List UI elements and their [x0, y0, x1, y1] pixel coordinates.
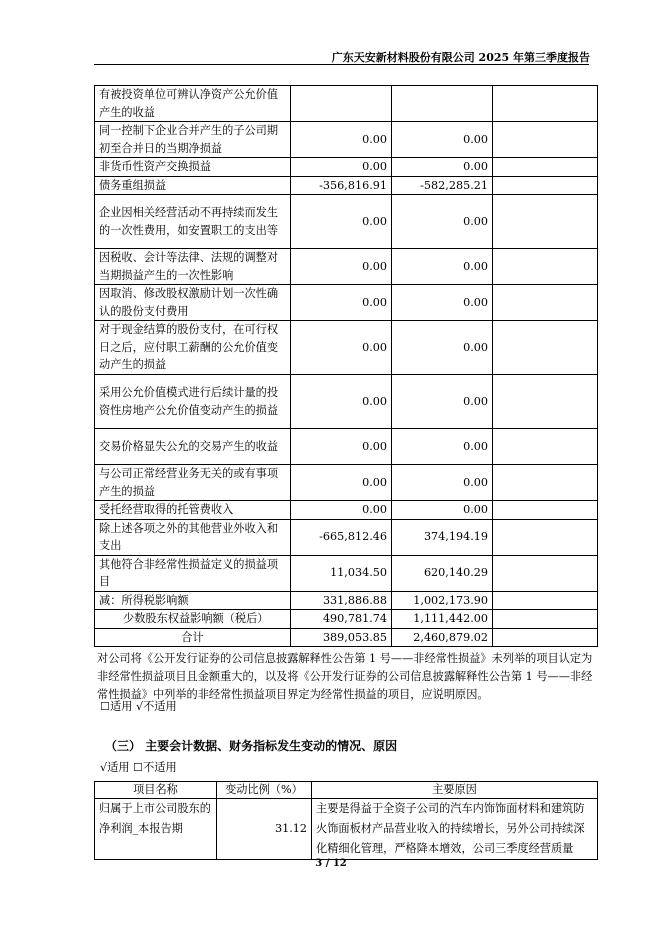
ytd-amount-cell: 620,140.29 [392, 555, 493, 591]
header-divider [94, 64, 589, 65]
ytd-amount-cell: 1,002,173.90 [392, 591, 493, 610]
current-amount-cell: 0.00 [291, 285, 392, 321]
item-label-cell: 采用公允价值模式进行后续计量的投资性房地产公允价值变动产生的损益 [95, 375, 291, 429]
table-row [95, 158, 598, 177]
table-row [95, 249, 598, 285]
note-cell [493, 122, 598, 158]
ytd-amount-cell: 0.00 [392, 195, 493, 249]
note-cell [493, 555, 598, 591]
table-row [95, 429, 598, 465]
item-label-cell: 因取消、修改股权激励计划一次性确认的股份支付费用 [95, 285, 291, 321]
table-row [95, 628, 598, 647]
ytd-amount-cell [392, 86, 493, 122]
header-item-name: 项目名称 [95, 782, 217, 799]
ytd-amount-cell: 2,460,879.02 [392, 628, 493, 647]
note-cell [493, 86, 598, 122]
current-amount-cell: -356,816.91 [291, 176, 392, 195]
note-cell [493, 610, 598, 629]
table-row [95, 176, 598, 195]
item-label-cell: 对于现金结算的股份支付，在可行权日之后，应付职工薪酬的公允价值变动产生的损益 [95, 321, 291, 375]
non-recurring-items-table [94, 85, 598, 647]
item-label-cell: 其他符合非经常性损益定义的损益项目 [95, 555, 291, 591]
item-label-cell: 除上述各项之外的其他营业外收入和支出 [95, 519, 291, 555]
item-label-cell: 少数股东权益影响额（税后） [95, 610, 291, 629]
item-label-cell: 合计 [95, 628, 291, 647]
table-row [95, 122, 598, 158]
report-header: 广东天安新材料股份有限公司 2025 年第三季度报告 [331, 51, 590, 64]
item-label-cell: 与公司正常经营业务无关的或有事项产生的损益 [95, 465, 291, 501]
note-cell [493, 321, 598, 375]
ytd-amount-cell: -582,285.21 [392, 176, 493, 195]
note-cell [493, 285, 598, 321]
applicability-option-2: √适用 ☐不适用 [100, 761, 177, 774]
table-row [95, 375, 598, 429]
note-cell [493, 195, 598, 249]
table-row [95, 519, 598, 555]
section-3-title: （三） 主要会计数据、财务指标发生变动的情况、原因 [105, 739, 398, 753]
ytd-amount-cell: 0.00 [392, 501, 493, 520]
header-main-reason: 主要原因 [312, 782, 598, 799]
ytd-amount-cell: 0.00 [392, 249, 493, 285]
table-row [95, 195, 598, 249]
current-amount-cell: 0.00 [291, 158, 392, 177]
table-row [95, 321, 598, 375]
current-amount-cell: 331,886.88 [291, 591, 392, 610]
ytd-amount-cell: 0.00 [392, 321, 493, 375]
ytd-amount-cell: 1,111,442.00 [392, 610, 493, 629]
table-row [95, 591, 598, 610]
note-cell [493, 519, 598, 555]
note-cell [493, 429, 598, 465]
ytd-amount-cell: 0.00 [392, 285, 493, 321]
ytd-amount-cell: 0.00 [392, 158, 493, 177]
note-cell [493, 501, 598, 520]
note-cell [493, 249, 598, 285]
table-row [95, 610, 598, 629]
current-amount-cell: 0.00 [291, 429, 392, 465]
current-amount-cell: 0.00 [291, 375, 392, 429]
item-label-cell: 企业因相关经营活动不再持续而发生的一次性费用，如安置职工的支出等 [95, 195, 291, 249]
financial-change-table [94, 781, 598, 860]
table-row [95, 285, 598, 321]
note-cell [493, 465, 598, 501]
table-row [95, 86, 598, 122]
ytd-amount-cell: 0.00 [392, 375, 493, 429]
table-row [95, 555, 598, 591]
current-amount-cell: 0.00 [291, 195, 392, 249]
item-label-cell: 同一控制下企业合并产生的子公司期初至合并日的当期净损益 [95, 122, 291, 158]
item-name-cell: 归属于上市公司股东的净利润_本报告期 [95, 799, 217, 860]
change-ratio-cell: 31.12 [217, 799, 312, 860]
note-cell [493, 176, 598, 195]
current-amount-cell: 0.00 [291, 249, 392, 285]
note-cell [493, 628, 598, 647]
current-amount-cell: 389,053.85 [291, 628, 392, 647]
note-cell [493, 591, 598, 610]
current-amount-cell: 0.00 [291, 501, 392, 520]
table-row [95, 465, 598, 501]
table2-header-row [95, 782, 598, 799]
item-label-cell: 因税收、会计等法律、法规的调整对当期损益产生的一次性影响 [95, 249, 291, 285]
item-label-cell: 减：所得税影响额 [95, 591, 291, 610]
current-amount-cell: 0.00 [291, 321, 392, 375]
current-amount-cell: 0.00 [291, 465, 392, 501]
note-cell [493, 375, 598, 429]
table-row [95, 501, 598, 520]
current-amount-cell: 0.00 [291, 122, 392, 158]
current-amount-cell [291, 86, 392, 122]
table-row [95, 799, 598, 860]
item-label-cell: 非货币性资产交换损益 [95, 158, 291, 177]
ytd-amount-cell: 0.00 [392, 465, 493, 501]
header-change-ratio: 变动比例（%） [217, 782, 312, 799]
item-label-cell: 受托经营取得的托管费收入 [95, 501, 291, 520]
current-amount-cell: 490,781.74 [291, 610, 392, 629]
main-reason-cell: 主要是得益于全资子公司的汽车内饰饰面材料和建筑防火饰面板材产品营业收入的持续增长，另外公司持续深化精细化管理，严格降本增效，公司三季度经营质量 [312, 799, 598, 860]
item-label-cell: 债务重组损益 [95, 176, 291, 195]
ytd-amount-cell: 0.00 [392, 429, 493, 465]
current-amount-cell: -665,812.46 [291, 519, 392, 555]
note-cell [493, 158, 598, 177]
item-label-cell: 有被投资单位可辨认净资产公允价值产生的收益 [95, 86, 291, 122]
item-label-cell: 交易价格显失公允的交易产生的收益 [95, 429, 291, 465]
page-number: 3 / 12 [315, 858, 347, 869]
explanation-paragraph: 对公司将《公开发行证券的公司信息披露解释性公告第 1 号——非经常性损益》未列举的项目认定为非经常性损益项目且金额重大的，以及将《公开发行证券的公司信息披露解释性公告第 1 号——非经常性损益》中列举的非经常性损益项目界定为经常性损益的项目，应说明原因。 [97, 652, 593, 701]
ytd-amount-cell: 0.00 [392, 122, 493, 158]
applicability-option-1: ☐适用 √不适用 [100, 700, 177, 713]
current-amount-cell: 11,034.50 [291, 555, 392, 591]
ytd-amount-cell: 374,194.19 [392, 519, 493, 555]
